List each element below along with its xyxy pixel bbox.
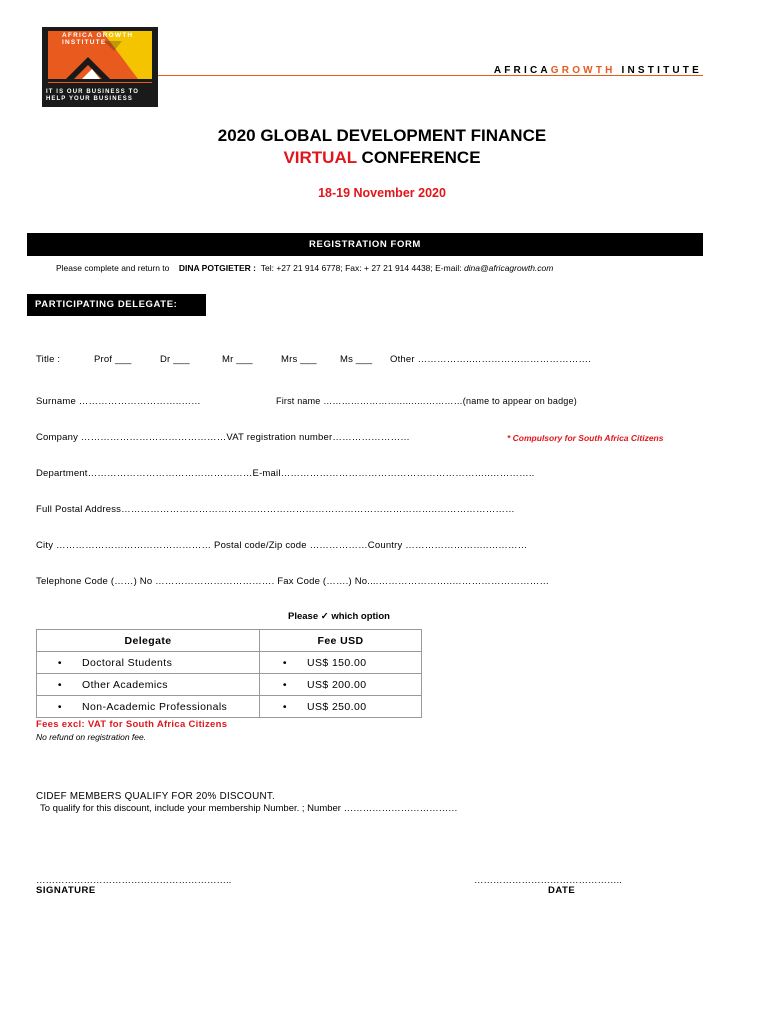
instructions-prefix: Please complete and return to — [56, 263, 170, 273]
city-postal-country-field[interactable]: City ………………………………………… Postal code/Zip code ………………Country ……………………..………… — [36, 540, 528, 551]
return-instructions — [56, 263, 553, 273]
fee-cell — [260, 652, 422, 674]
title-option-mr[interactable]: Mr ___ — [222, 354, 253, 365]
surname-field[interactable]: Surname …………………………..…… — [36, 396, 201, 407]
fee-options-table — [36, 629, 422, 718]
fee-amount: US$ 200.00 — [307, 678, 367, 691]
title-option-prof[interactable]: Prof ___ — [94, 354, 132, 365]
fee-header: Fee USD — [260, 630, 422, 652]
bullet-icon: • — [282, 678, 287, 691]
brand-growth: GROWTH — [550, 65, 616, 76]
bullet-icon: • — [57, 678, 62, 691]
table-header-row — [37, 630, 422, 652]
company-vat-field[interactable]: Company ………………………………………VAT registration number…………………… — [36, 432, 410, 443]
table-row[interactable] — [37, 696, 422, 718]
delegate-cell — [37, 696, 260, 718]
participating-delegate-bar: PARTICIPATING DELEGATE: — [27, 294, 206, 316]
bullet-icon: • — [282, 700, 287, 713]
telephone-fax-field[interactable]: Telephone Code (……) No ………………………………. Fax Code (…….) No....…………………..………………………… — [36, 576, 550, 587]
delegate-cell — [37, 674, 260, 696]
delegate-type: Other Academics — [82, 678, 168, 691]
bullet-icon: • — [57, 656, 62, 669]
logo-line-1: AFRICA GROWTH — [62, 32, 134, 39]
first-name-field[interactable]: First name ……………………..…..……………(name to appear on badge) — [276, 396, 577, 406]
title-option-mrs[interactable]: Mrs ___ — [281, 354, 317, 365]
select-option-label: Please ✓ which option — [288, 611, 390, 622]
vat-compulsory-note: * Compulsory for South Africa Citizens — [507, 433, 664, 443]
contact-name: DINA POTGIETER : — [178, 263, 256, 273]
brand-institute: INSTITUTE — [615, 65, 702, 76]
logo-tagline — [46, 89, 139, 103]
bullet-icon: • — [57, 700, 62, 713]
table-row[interactable] — [37, 652, 422, 674]
date-label: DATE — [548, 885, 576, 896]
membership-number-field[interactable]: To qualify for this discount, include your membership Number. ; Number ……………………………… — [40, 803, 458, 814]
signature-label: SIGNATURE — [36, 885, 96, 896]
conference-title: 2020 GLOBAL DEVELOPMENT FINANCE — [217, 126, 547, 145]
logo-title — [62, 32, 133, 46]
department-email-field[interactable]: Department……………………………………………E-mail………………………………………………………..………….. — [36, 468, 535, 479]
fee-amount: US$ 250.00 — [307, 700, 367, 713]
fee-cell — [260, 674, 422, 696]
title-option-dr[interactable]: Dr ___ — [160, 354, 190, 365]
title-label: Title : — [36, 354, 61, 365]
table-row[interactable] — [37, 674, 422, 696]
delegate-header: Delegate — [37, 630, 260, 652]
title-option-other[interactable]: Other ……………..………………………………. — [390, 354, 592, 365]
cidef-discount-heading: CIDEF MEMBERS QUALIFY FOR 20% DISCOUNT. — [36, 791, 276, 802]
postal-address-field[interactable]: Full Postal Address……………………………………………………………………………………..…………………… — [36, 504, 515, 515]
contact-details: Tel: +27 21 914 6778; Fax: + 27 21 914 4438; E-mail: — [260, 263, 464, 273]
brand-name — [494, 65, 702, 76]
signature-line[interactable]: …………………………………………………….. — [36, 875, 232, 886]
date-line[interactable]: ……………………………………….. — [474, 875, 622, 886]
logo-tagline-2: HELP YOUR BUSINESS — [46, 96, 133, 102]
fees-excl-vat-note: Fees excl: VAT for South Africa Citizens — [36, 719, 228, 730]
fee-cell — [260, 696, 422, 718]
conference-dates: 18-19 November 2020 — [318, 186, 446, 200]
delegate-cell — [37, 652, 260, 674]
conference-subtitle — [0, 148, 764, 168]
virtual-word: VIRTUAL — [283, 148, 357, 167]
logo-line-2: INSTITUTE — [62, 39, 107, 46]
logo-tagline-1: IT IS OUR BUSINESS TO — [46, 89, 139, 95]
registration-form-bar: REGISTRATION FORM — [27, 233, 703, 256]
title-option-ms[interactable]: Ms ___ — [340, 354, 373, 365]
contact-email[interactable]: dina@africagrowth.com — [463, 263, 554, 273]
brand-africa: AFRICA — [493, 65, 551, 76]
delegate-type: Doctoral Students — [82, 656, 173, 669]
delegate-type: Non-Academic Professionals — [82, 700, 228, 713]
bullet-icon: • — [282, 656, 287, 669]
conference-word: CONFERENCE — [356, 148, 481, 167]
fee-amount: US$ 150.00 — [307, 656, 367, 669]
no-refund-note: No refund on registration fee. — [36, 732, 147, 742]
